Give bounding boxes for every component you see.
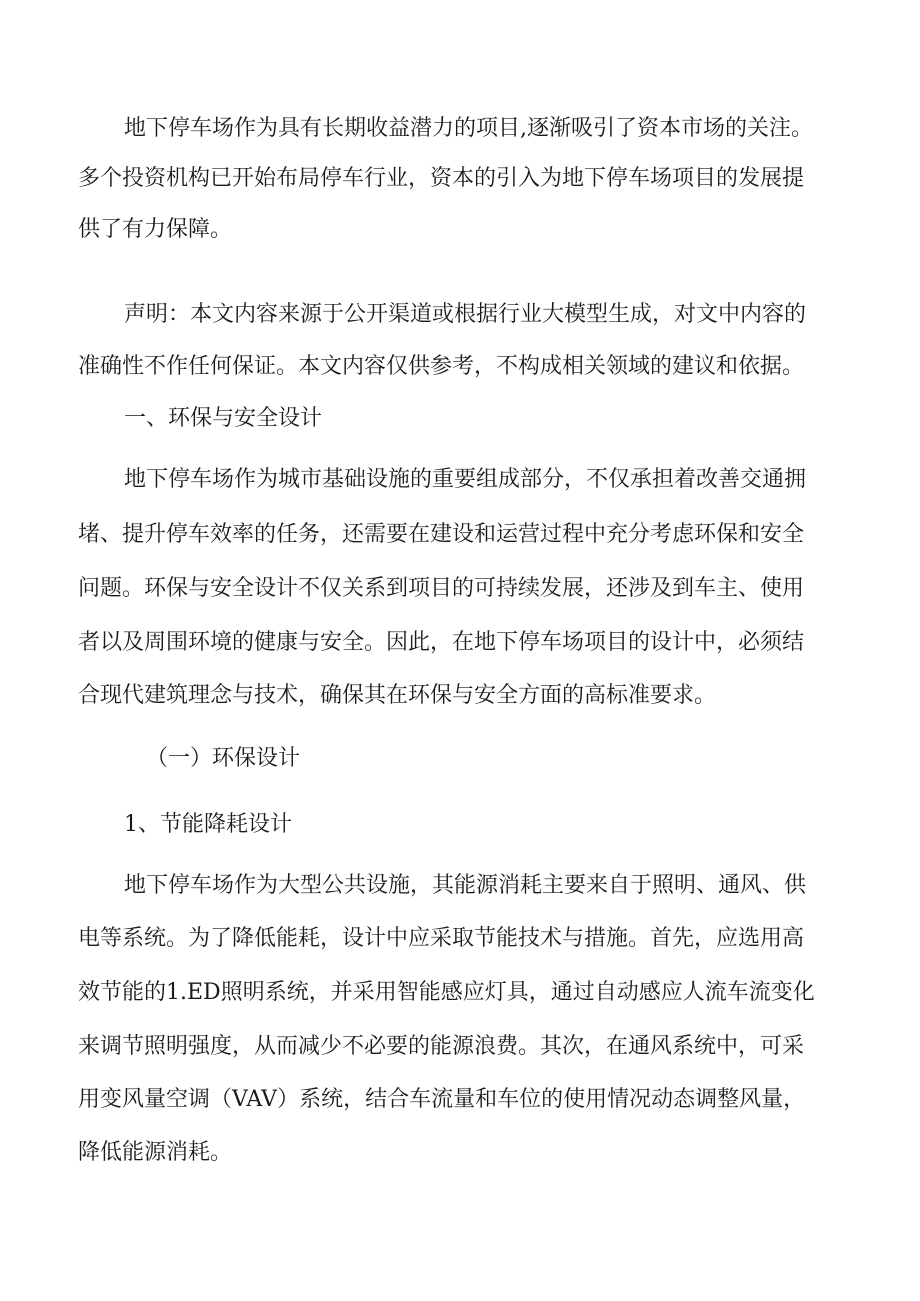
item-heading: 1、节能降耗设计 — [124, 812, 292, 837]
item-body-line-3: 效节能的1.ED照明系统，并采用智能感应灯具，通过自动感应人流车流变化 — [78, 980, 815, 1005]
intro-line-2: 多个投资机构已开始布局停车行业，资本的引入为地下停车场项目的发展提 — [78, 166, 805, 191]
disclaimer-line-2: 准确性不作任何保证。本文内容仅供参考，不构成相关领域的建议和依据。 — [78, 354, 805, 379]
section-body-line-1: 地下停车场作为城市基础设施的重要组成部分，不仅承担着改善交通拥 — [124, 467, 807, 492]
item-body-line-4: 来调节照明强度，从而减少不必要的能源浪费。其次，在通风系统中，可采 — [78, 1034, 805, 1059]
item-body-line-1: 地下停车场作为大型公共设施，其能源消耗主要来自于照明、通风、供 — [124, 873, 807, 898]
disclaimer-line-1: 声明：本文内容来源于公开渠道或根据行业大模型生成，对文中内容的 — [124, 302, 807, 327]
section-body-line-2: 堵、提升停车效率的任务，还需要在建设和运营过程中充分考虑环保和安全 — [78, 522, 805, 547]
intro-line-1: 地下停车场作为具有长期收益潜力的项目,逐渐吸引了资本市场的关注。 — [124, 116, 813, 141]
section-body-line-4: 者以及周围环境的健康与安全。因此，在地下停车场项目的设计中，必须结 — [78, 630, 805, 655]
section-body-line-3: 问题。环保与安全设计不仅关系到项目的可持续发展，还涉及到车主、使用 — [78, 576, 805, 601]
section-heading: 一、环保与安全设计 — [124, 406, 323, 431]
item-body-line-5: 用变风量空调（VAV）系统，结合车流量和车位的使用情况动态调整风量， — [78, 1087, 806, 1112]
subsection-heading: （一）环保设计 — [146, 746, 301, 771]
section-body-line-5: 合现代建筑理念与技术，确保其在环保与安全方面的高标准要求。 — [78, 683, 717, 708]
item-body-line-6: 降低能源消耗。 — [78, 1140, 233, 1165]
intro-line-3: 供了有力保障。 — [78, 217, 233, 242]
item-body-line-2: 电等系统。为了降低能耗，设计中应采取节能技术与措施。首先，应选用高 — [78, 926, 805, 951]
